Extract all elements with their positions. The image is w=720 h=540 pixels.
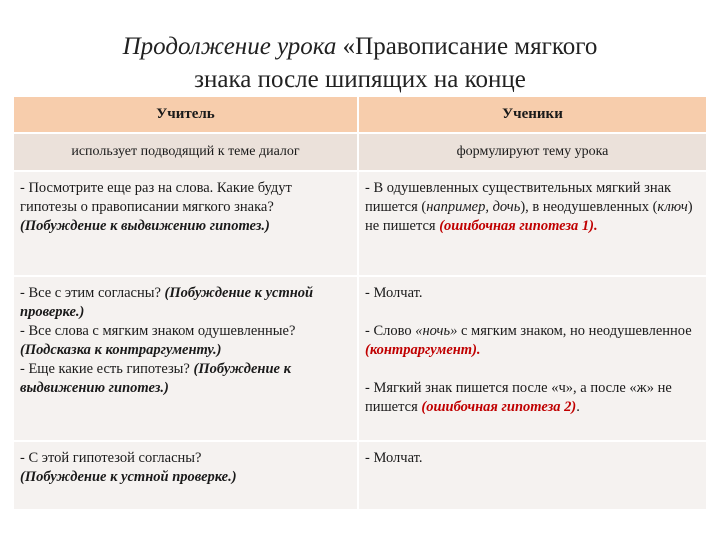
student-text: ) не пишется: [365, 199, 693, 234]
table-row: [14, 170, 706, 275]
teacher-text: - Посмотрите еще раз на слова. Какие будут гипотезы о правописании мягкого знака?: [20, 180, 292, 215]
student-text: - Слово: [365, 323, 416, 339]
student-text: ), в неодушевленных (: [520, 199, 658, 215]
teacher-cell: [14, 170, 359, 275]
teacher-cell: [14, 275, 359, 440]
student-text: .: [576, 399, 580, 415]
students-cell: [359, 170, 706, 275]
title-line2: знака после шипящих на конце: [194, 66, 526, 93]
student-note: (контраргумент).: [365, 342, 481, 358]
teacher-note: (Побуждение к выдвижению гипотез.): [20, 218, 270, 234]
student-text: с мягким знаком, но неодушевленное: [457, 323, 692, 339]
students-subheader: формулируют тему урока: [359, 132, 706, 170]
teacher-text: - Еще какие есть гипотезы?: [20, 361, 194, 377]
student-text: - В одушевленных существительных мягкий знак пишется (: [365, 180, 672, 215]
student-text: - Мягкий знак пишется после «ч», а после «ж» не пишется: [365, 380, 672, 415]
title-line1: «Правописание мягкого: [336, 33, 598, 60]
student-note: (ошибочная гипотеза 2): [421, 399, 577, 415]
table-row: [14, 440, 706, 509]
teacher-cell: [14, 440, 359, 509]
students-cell: [359, 275, 706, 440]
student-text: - Молчат.: [365, 285, 423, 301]
student-example: например, дочь: [426, 199, 521, 215]
teacher-subheader: использует подводящий к теме диалог: [14, 132, 359, 170]
teacher-text: - С этой гипотезой согласны?: [20, 450, 202, 466]
students-cell: [359, 440, 706, 509]
teacher-header: Учитель: [14, 97, 359, 132]
title-italic: Продолжение урока: [122, 33, 337, 60]
teacher-note: (Побуждение к устной проверке.): [20, 469, 237, 485]
students-header: Ученики: [359, 97, 706, 132]
subheader-row: [14, 132, 706, 170]
student-note: (ошибочная гипотеза 1).: [439, 218, 598, 234]
teacher-note: (Подсказка к контраргументу.): [20, 342, 222, 358]
table-row: [14, 275, 706, 440]
teacher-note: (Побуждение к выдвижению гипотез.): [20, 361, 291, 396]
header-row: [14, 97, 706, 132]
student-text: - Молчат.: [365, 450, 423, 466]
teacher-text: - Все слова с мягким знаком одушевленные?: [20, 323, 296, 339]
teacher-note: (Побуждение к устной проверке.): [20, 285, 314, 320]
student-example: «ночь»: [415, 323, 458, 339]
student-example: ключ: [657, 199, 688, 215]
lesson-table: [14, 97, 706, 509]
slide-title: [0, 30, 720, 96]
teacher-text: - Все с этим согласны?: [20, 285, 165, 301]
